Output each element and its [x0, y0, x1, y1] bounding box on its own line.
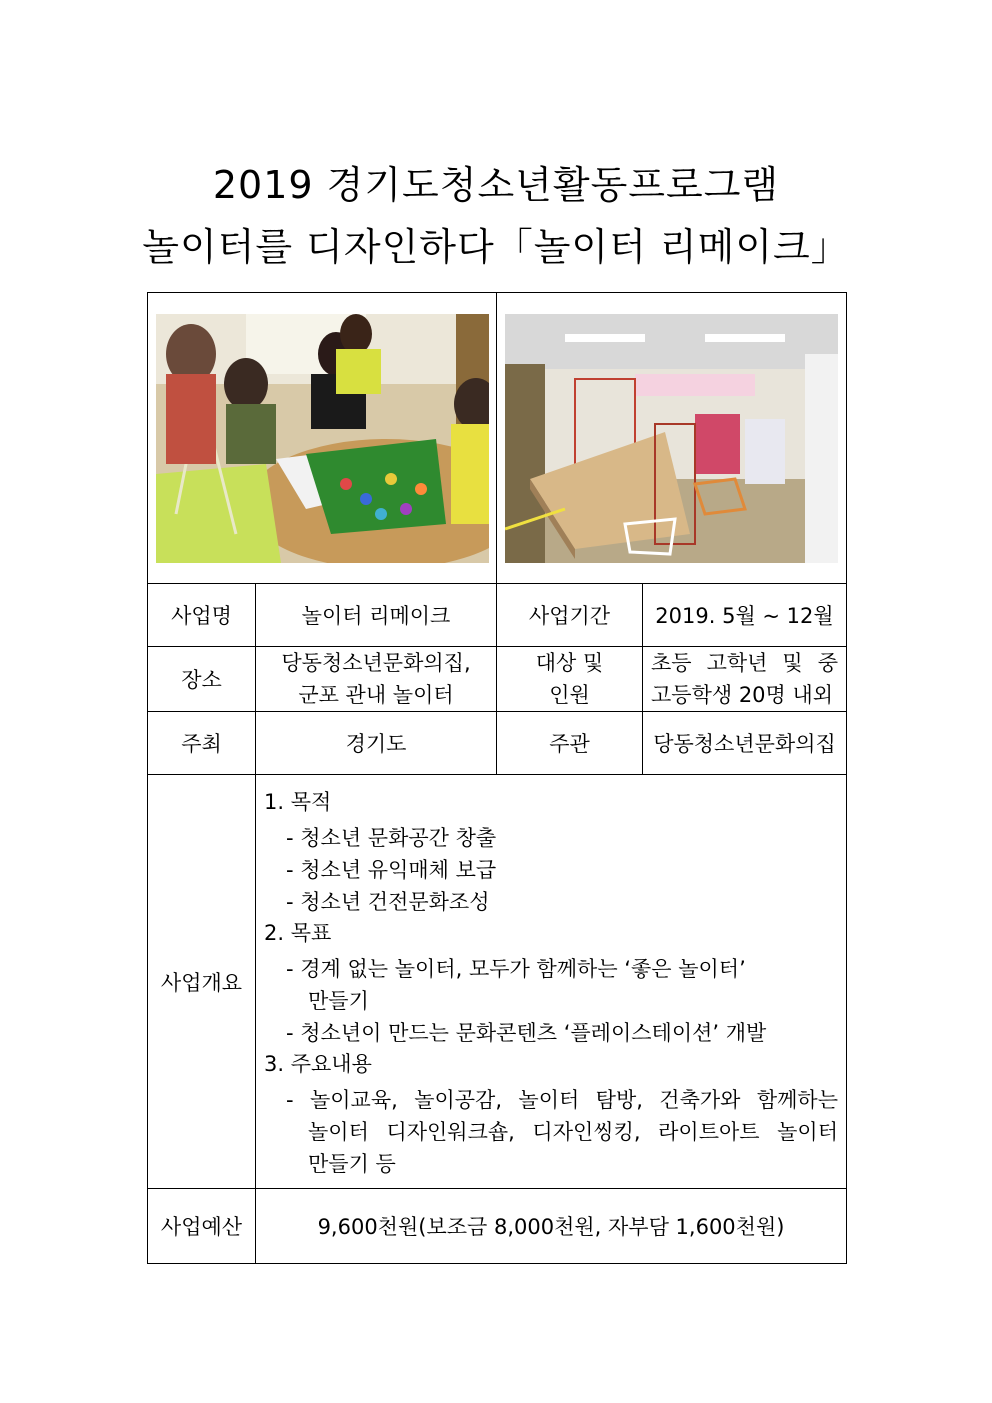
value-project-name: 놀이터 리메이크	[256, 584, 497, 647]
content-line-1	[264, 1084, 838, 1116]
value-target-line1: 초등 고학년 및 중	[651, 651, 838, 675]
goal-item-2: - 청소년이 만드는 문화콘텐츠 ‘플레이스테이션’ 개발	[286, 1021, 767, 1045]
teens-building-playground-model-photo	[156, 314, 489, 563]
label-overview: 사업개요	[148, 775, 256, 1189]
purpose-item-1: - 청소년 문화공간 창출	[286, 826, 497, 850]
value-host: 경기도	[256, 712, 497, 775]
content-line-2	[264, 1116, 838, 1148]
photo-cell-left	[148, 293, 497, 584]
label-host: 주최	[148, 712, 256, 775]
value-target	[643, 647, 847, 712]
label-target-line2: 인원	[549, 683, 590, 707]
purpose-item-2: - 청소년 유익매체 보급	[286, 858, 497, 882]
goal-item-1-cont: 만들기	[308, 989, 369, 1013]
value-budget: 9,600천원(보조금 8,000천원, 자부담 1,600천원)	[256, 1189, 847, 1264]
label-project-period: 사업기간	[497, 584, 643, 647]
label-organizer: 주관	[497, 712, 643, 775]
value-location-line2: 군포 관내 놀이터	[298, 683, 454, 707]
label-target	[497, 647, 643, 712]
program-info-table	[147, 292, 847, 1264]
value-organizer: 당동청소년문화의집	[643, 712, 847, 775]
section-purpose-title: 1. 목적	[264, 790, 332, 814]
content-line-1-text: - 놀이교육, 놀이공감, 놀이터 탐방, 건축가와 함께하는	[286, 1088, 838, 1112]
goal-item-1: - 경계 없는 놀이터, 모두가 함께하는 ‘좋은 놀이터’	[286, 957, 746, 981]
value-location-line1: 당동청소년문화의집,	[281, 651, 471, 675]
purpose-item-3: - 청소년 건전문화조성	[286, 890, 490, 914]
playground-installation-room-photo	[505, 314, 838, 563]
section-goal-title: 2. 목표	[264, 921, 332, 945]
content-line-2-text: 놀이터 디자인워크숍, 디자인씽킹, 라이트아트 놀이터	[308, 1120, 838, 1144]
label-target-line1: 대상 및	[535, 651, 604, 675]
content-line-3: 만들기 등	[308, 1152, 396, 1176]
label-budget: 사업예산	[148, 1189, 256, 1264]
document-title-line2: 놀이터를 디자인하다「놀이터 리메이크」	[142, 225, 850, 269]
photo-cell-right	[497, 293, 847, 584]
document-title-line1: 2019 경기도청소년활동프로그램	[212, 163, 780, 207]
overview-content	[256, 775, 847, 1189]
value-target-line2: 고등학생 20명 내외	[651, 683, 834, 707]
label-project-name: 사업명	[148, 584, 256, 647]
value-location	[256, 647, 497, 712]
value-project-period: 2019. 5월 ~ 12월	[643, 584, 847, 647]
label-location: 장소	[148, 647, 256, 712]
section-content-title: 3. 주요내용	[264, 1052, 372, 1076]
